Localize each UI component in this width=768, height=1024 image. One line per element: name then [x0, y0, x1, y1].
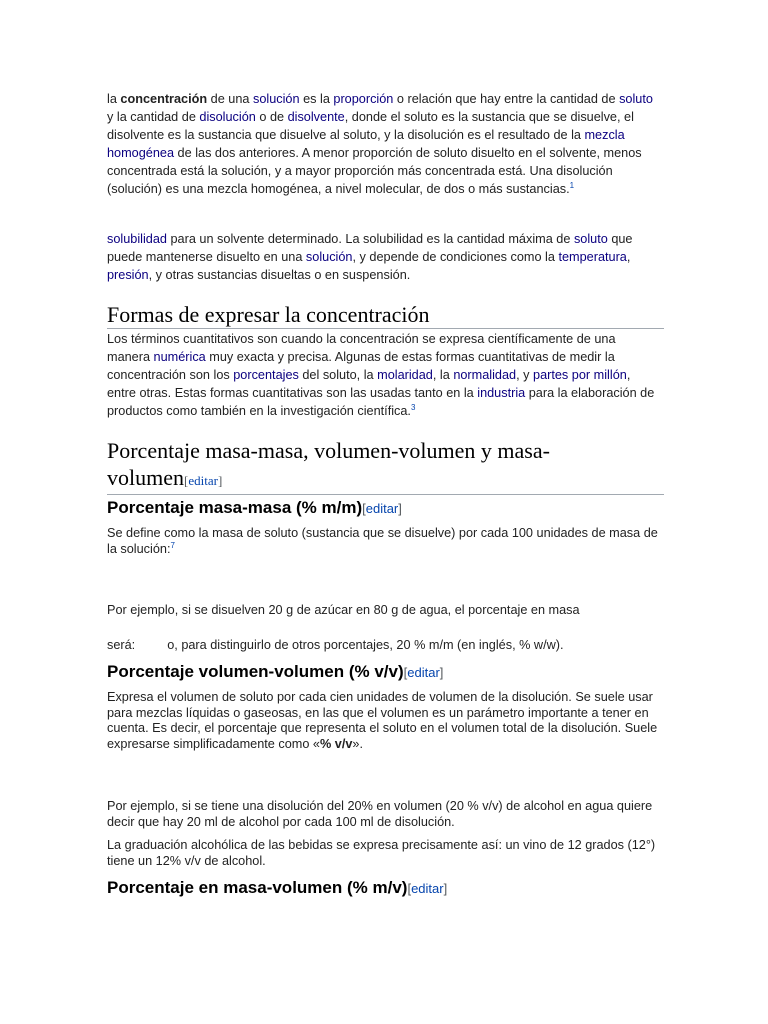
text-span: o relación que hay entre la cantidad de	[393, 92, 620, 106]
link-industria[interactable]: industria	[477, 386, 526, 400]
reference-link[interactable]: 7	[170, 540, 175, 550]
text-span: la	[107, 92, 121, 106]
heading-formas	[107, 302, 664, 329]
heading-text: Porcentaje masa-masa (% m/m)	[107, 498, 363, 517]
text-span: Los términos cuantitativos son cuando la concentración se expresa científicamente de una manera	[107, 332, 616, 364]
text-span: La graduación alcohólica de las bebidas se expresa precisamente así: un vino de 12 grados (12°) tiene un 12% v/v de alcohol.	[107, 838, 656, 868]
heading-porcentaje	[107, 437, 664, 495]
heading-text: Porcentaje en masa-volumen (% m/v)	[107, 878, 408, 897]
notation-bold: % v/v	[319, 736, 353, 751]
text-span: Por ejemplo, si se disuelven 20 g de azúcar en 80 g de agua, el porcentaje en masa	[107, 603, 580, 617]
text-span: de una	[207, 92, 253, 106]
link-soluto-2[interactable]: soluto	[573, 232, 608, 246]
edit-bracket: [	[362, 501, 366, 516]
link-mezcla-homogenea[interactable]: mezcla homogénea	[107, 128, 625, 160]
reference-link[interactable]: 1	[569, 180, 575, 190]
edit-section	[184, 473, 222, 488]
heading-masa-masa	[107, 497, 402, 520]
edit-bracket: [	[403, 665, 408, 680]
link-porcentajes[interactable]: porcentajes	[233, 368, 299, 382]
bebidas-paragraph	[107, 838, 662, 869]
edit-link[interactable]: editar	[188, 473, 218, 488]
link-partes-por-millon[interactable]: partes por millón	[533, 368, 627, 382]
edit-bracket: ]	[443, 881, 448, 896]
link-soluto[interactable]: soluto	[619, 92, 653, 106]
heading-text: Porcentaje masa-masa, volumen-volumen y masa-volumen	[107, 438, 550, 490]
link-normalidad[interactable]: normalidad	[453, 368, 517, 382]
text-span: para un solvente determinado. La solubilidad es la cantidad máxima de	[166, 232, 574, 246]
link-proporcion[interactable]: proporción	[333, 92, 394, 106]
edit-section	[407, 881, 447, 896]
link-solubilidad[interactable]: solubilidad	[107, 232, 167, 246]
text-span: Se define como la masa de soluto (sustancia que se disuelve) por cada 100 unidades de masa de la solución:	[107, 526, 658, 556]
text-span: para la elaboración de productos como también en la investigación científica.	[107, 386, 655, 418]
link-presion[interactable]: presión	[107, 268, 149, 282]
term-concentracion: concentración	[120, 92, 208, 106]
text-span: de las dos anteriores. A menor proporción de soluto disuelto en el solvente, menos concentrada está la solución, y a mayor proporción más concentrada está. Una disolución (solución) es una mezcla homogénea, a nivel molecular, de dos o más sustancias.	[107, 146, 642, 196]
text-span: del soluto, la	[298, 368, 378, 382]
text-span: Por ejemplo, si se tiene una disolución del 20% en volumen (20 % v/v) de alcohol en agua quiere decir que hay 20 ml de alcohol por cada 100 ml de disolución.	[107, 799, 653, 829]
masa-masa-definition	[107, 526, 662, 557]
heading-volumen-volumen	[107, 661, 443, 684]
edit-link[interactable]: editar	[407, 665, 440, 680]
masa-masa-example-result	[107, 636, 662, 654]
text-span: , entre otras. Estas formas cuantitativas son las usadas tanto en la	[107, 368, 631, 400]
heading-text: Formas de expresar la concentración	[107, 302, 430, 327]
edit-link[interactable]: editar	[411, 881, 444, 896]
masa-masa-example	[107, 601, 662, 619]
reference-7[interactable]	[170, 540, 174, 549]
text-span: , la	[432, 368, 454, 382]
text-span: Expresa el volumen de soluto por cada cien unidades de volumen de la disolución. Se suele usar para mezclas líquidas o gaseosas, en las que el volumen es un parámetro importante a tener en cuenta. Es decir, el porcentaje que representa el soluto en el volumen total de la disolución. Suele expresarse simplificadamente como «	[107, 690, 658, 751]
link-disolucion[interactable]: disolución	[199, 110, 256, 124]
link-disolvente[interactable]: disolvente	[287, 110, 345, 124]
heading-text: Porcentaje volumen-volumen (% v/v)	[107, 662, 404, 681]
text-span: , y depende de condiciones como la	[352, 250, 559, 264]
text-span: , y	[516, 368, 534, 382]
reference-3[interactable]	[411, 403, 415, 412]
text-span: será:	[107, 638, 136, 652]
text-span: muy exacta y precisa. Algunas de estas formas cuantitativas de medir la concentración son los	[107, 350, 615, 382]
text-span: ,	[626, 250, 631, 264]
edit-bracket: [	[407, 881, 412, 896]
link-numerica[interactable]: numérica	[153, 350, 206, 364]
intro-paragraph	[107, 90, 662, 198]
reference-link[interactable]: 3	[410, 402, 416, 412]
edit-section	[404, 665, 444, 680]
link-solucion-2[interactable]: solución	[305, 250, 353, 264]
text-span: es la	[299, 92, 334, 106]
text-span: y la cantidad de	[107, 110, 200, 124]
text-span: , y otras sustancias disueltas o en suspensión.	[148, 268, 411, 282]
link-solucion[interactable]: solución	[252, 92, 300, 106]
edit-bracket: ]	[217, 473, 223, 488]
heading-masa-volumen	[107, 877, 447, 900]
edit-bracket: ]	[439, 665, 444, 680]
link-temperatura[interactable]: temperatura	[558, 250, 627, 264]
edit-section	[362, 501, 402, 516]
edit-bracket: ]	[398, 501, 402, 516]
volumen-volumen-example	[107, 799, 662, 830]
volumen-volumen-definition	[107, 690, 662, 752]
text-span: que puede mantenerse disuelto en una	[107, 232, 633, 264]
text-span: ».	[352, 736, 364, 751]
formas-paragraph	[107, 330, 662, 420]
text-span: o de	[255, 110, 288, 124]
edit-link[interactable]: editar	[365, 501, 399, 516]
solubility-paragraph	[107, 230, 662, 284]
edit-bracket: [	[184, 473, 189, 488]
reference-1[interactable]	[570, 181, 574, 190]
text-span: , donde el soluto es la sustancia que se disuelve, el disolvente es la sustancia que disuelve al soluto, y la disolución es el resultado de la	[107, 110, 634, 142]
text-span: o, para distinguirlo de otros porcentajes, 20 % m/m (en inglés, % w/w).	[167, 638, 564, 652]
link-molaridad[interactable]: molaridad	[377, 368, 433, 382]
